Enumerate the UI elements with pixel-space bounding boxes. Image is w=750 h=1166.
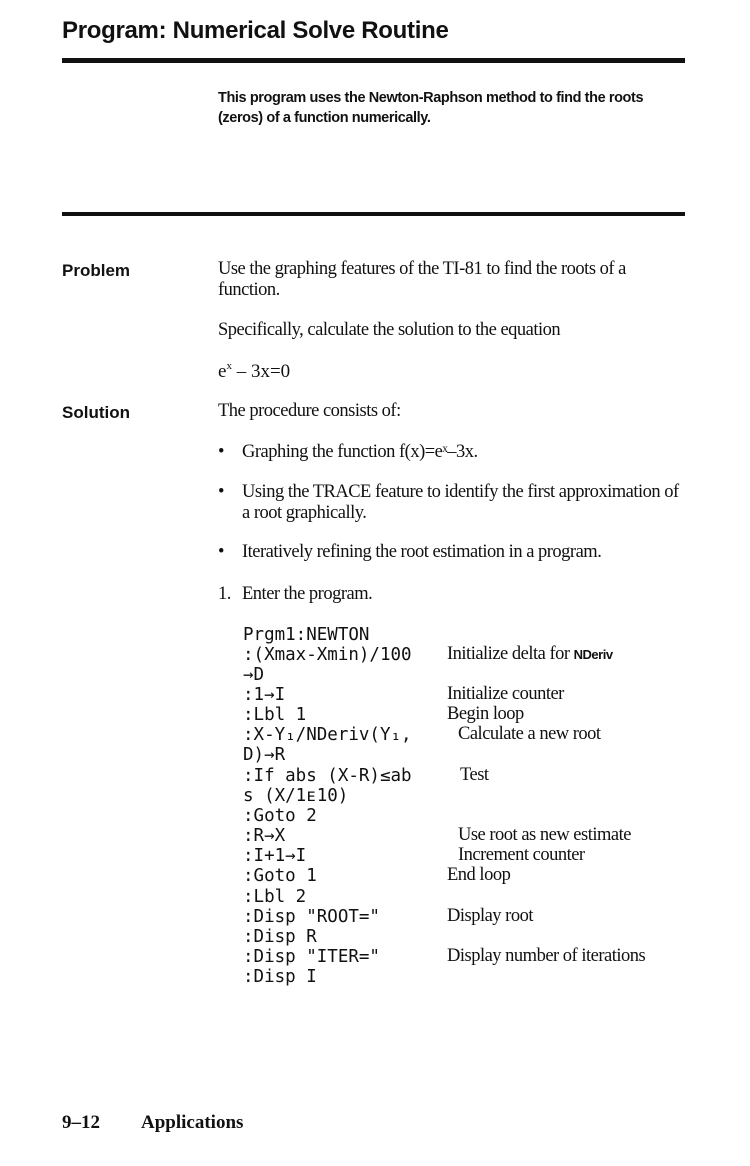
equation-base: e bbox=[218, 361, 227, 382]
code-line: D)→R bbox=[243, 745, 286, 765]
solution-lead: The procedure consists of: bbox=[218, 401, 401, 421]
equation bbox=[218, 361, 290, 383]
comment-end-loop: End loop bbox=[447, 865, 511, 885]
problem-text: Use the graphing features of the TI-81 to find the roots of a function. bbox=[218, 259, 626, 300]
comment-increment: Increment counter bbox=[458, 845, 585, 865]
code-line: :If abs (X-R)≤ab bbox=[243, 766, 412, 786]
comment-delta-fn: NDeriv bbox=[573, 647, 613, 662]
bullet-text: Iteratively refining the root estimation in a program. bbox=[242, 542, 602, 562]
list-item bbox=[218, 542, 688, 563]
code-line: :Goto 1 bbox=[243, 866, 317, 886]
comment-use-root: Use root as new estimate bbox=[458, 825, 631, 845]
top-rule bbox=[62, 58, 685, 63]
bullet-icon: • bbox=[218, 542, 224, 562]
comment-display-iter: Display number of iterations bbox=[447, 946, 646, 966]
code-line: :Disp "ITER=" bbox=[243, 947, 380, 967]
bullet-icon: • bbox=[218, 442, 224, 462]
page-title: Program: Numerical Solve Routine bbox=[62, 17, 449, 44]
section-rule bbox=[62, 212, 685, 216]
comment-delta bbox=[447, 644, 613, 665]
comment-begin-loop: Begin loop bbox=[447, 704, 524, 724]
code-line: :1→I bbox=[243, 685, 286, 705]
comment-calc-root: Calculate a new root bbox=[458, 724, 601, 744]
code-line: :Goto 2 bbox=[243, 806, 317, 826]
code-line: :Disp I bbox=[243, 967, 317, 987]
page-number: 9–12 bbox=[62, 1112, 100, 1133]
code-line: :Lbl 2 bbox=[243, 887, 307, 907]
code-line: s (X/1ᴇ10) bbox=[243, 786, 349, 806]
code-line: Prgm1:NEWTON bbox=[243, 625, 370, 645]
list-item bbox=[218, 442, 688, 463]
problem-text-2: Specifically, calculate the solution to the equation bbox=[218, 320, 561, 340]
list-item bbox=[218, 482, 688, 524]
bullet-text: Graphing the function f(x)=eˣ–3x. bbox=[242, 442, 478, 462]
step-item bbox=[218, 584, 688, 605]
comment-delta-text: Initialize delta for bbox=[447, 644, 570, 664]
problem-heading: Problem bbox=[62, 261, 131, 280]
comment-display-root: Display root bbox=[447, 906, 533, 926]
code-line: :Disp R bbox=[243, 927, 317, 947]
code-line: :Disp "ROOT=" bbox=[243, 907, 380, 927]
comment-test: Test bbox=[460, 765, 489, 785]
step-number: 1. bbox=[218, 584, 231, 604]
equation-rest: – 3x=0 bbox=[231, 361, 291, 382]
bullet-text: Using the TRACE feature to identify the first approximation of a root graphically. bbox=[242, 482, 679, 523]
code-line: :Lbl 1 bbox=[243, 705, 307, 725]
code-line: :I+1→I bbox=[243, 846, 307, 866]
code-line: →D bbox=[243, 665, 265, 685]
intro-text: This program uses the Newton-Raphson method to find the roots (zeros) of a function numerically. bbox=[218, 90, 644, 126]
comment-counter: Initialize counter bbox=[447, 684, 564, 704]
code-line: :(Xmax-Xmin)/100 bbox=[243, 645, 412, 665]
solution-heading: Solution bbox=[62, 403, 130, 422]
section-name: Applications bbox=[141, 1112, 244, 1133]
code-line: :R→X bbox=[243, 826, 286, 846]
step-text: Enter the program. bbox=[242, 584, 373, 604]
bullet-icon: • bbox=[218, 482, 224, 502]
code-line: :X-Y₁/NDeriv(Y₁, bbox=[243, 725, 412, 745]
equation-exponent: x bbox=[226, 359, 232, 372]
